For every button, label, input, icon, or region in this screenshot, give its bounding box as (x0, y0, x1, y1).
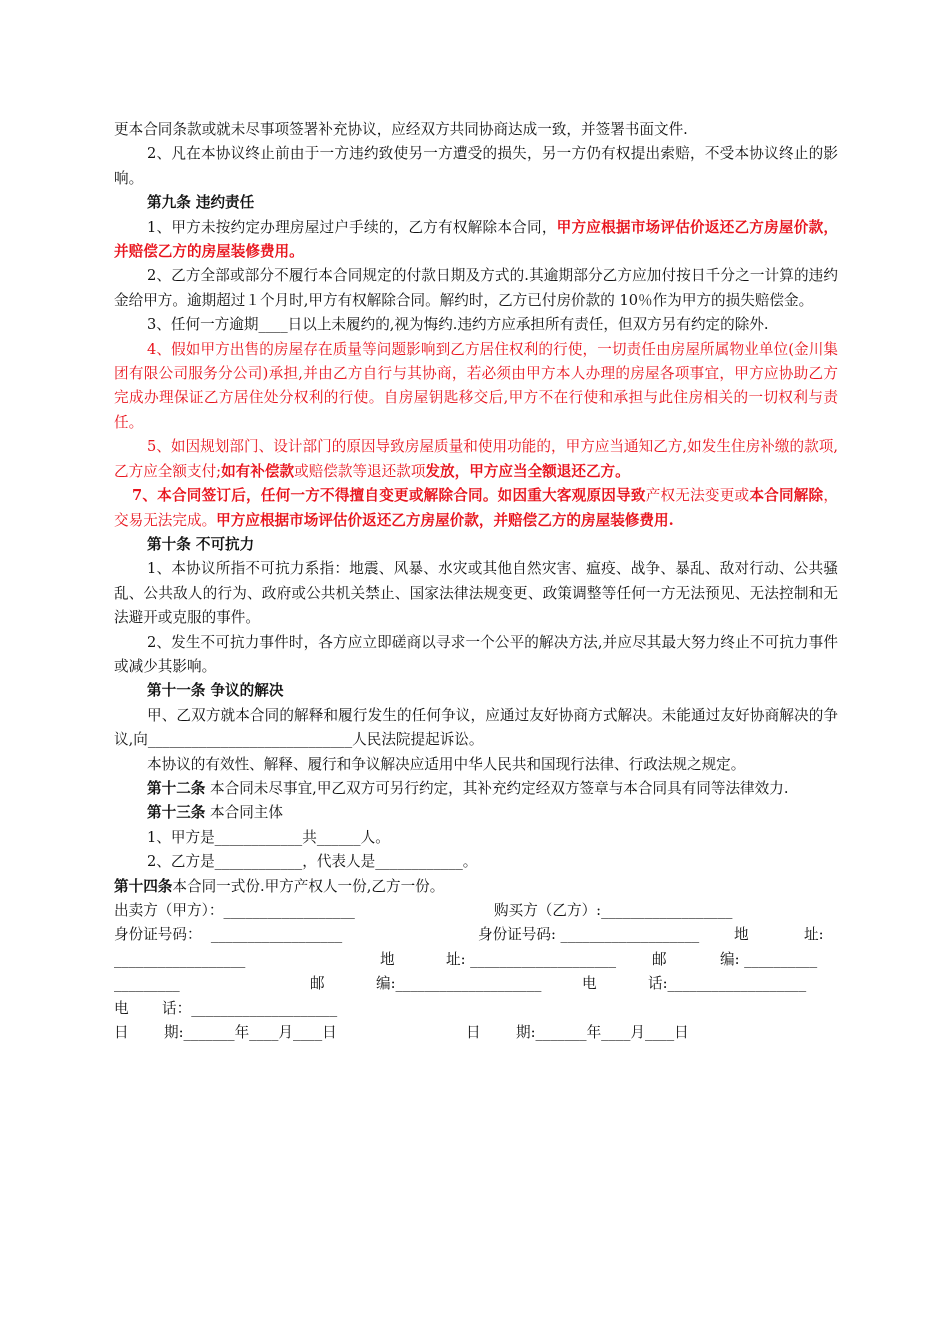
article-9-clause-1 (114, 216, 838, 265)
article-14-label: 第十四条 (114, 877, 173, 895)
date2-field[interactable]: 期:_______年____月____日 (516, 1023, 689, 1041)
article-11-clause-2: 本协议的有效性、解释、履行和争议解决应适用中华人民共和国现行法律、行政法规之规定。 (147, 755, 746, 773)
article-9-clause-7-bold-b: 本合同解除 (749, 487, 824, 505)
buyer-field[interactable]: 购买方（乙方）:__________________ (494, 902, 733, 919)
buyer-address-label-b: 址: (804, 926, 824, 944)
article-14 (114, 875, 838, 899)
article-9-clause-5-text-b: 或赔偿款等退还款项 (294, 462, 426, 480)
signature-row-address (114, 948, 838, 972)
signature-row-postal (114, 972, 838, 996)
buyer-address-label-a: 地 (734, 926, 749, 944)
article-13-label: 第十三条 (147, 804, 206, 822)
seller-address-label: 地 (380, 950, 395, 968)
article-9-title: 第九条 违约责任 (147, 194, 255, 212)
article-13 (114, 801, 838, 825)
article-11-title: 第十一条 争议的解决 (147, 682, 284, 700)
article-12-text: 本合同未尽事宜,甲乙双方可另行约定，其补充约定经双方签章与本合同具有同等法律效力. (205, 779, 789, 797)
phone2-field[interactable]: 话：____________________ (162, 999, 338, 1017)
article-9-clause-1-text: 1、甲方未按约定办理房屋过户手续的，乙方有权解除本合同， (147, 218, 557, 236)
article-13-text: 本合同主体 (205, 804, 283, 822)
signature-row-id (114, 923, 838, 947)
article-12 (114, 777, 838, 801)
postal-label: 邮 (652, 950, 667, 968)
article-9-clause-5-bold-b: 发放，甲方应当全额退还乙方。 (425, 462, 630, 480)
date1-label: 日 (114, 1023, 129, 1041)
signature-row-date (114, 1021, 838, 1045)
buyer-id-field[interactable]: 身份证号码: ___________________ (478, 926, 700, 944)
seller-id-field[interactable]: 身份证号码： __________________ (114, 926, 343, 944)
article-10-clause-1: 1、本协议所指不可抗力系指：地震、风暴、水灾或其他自然灾害、瘟疫、战争、暴乱、敌对行动、公共骚乱、公共敌人的行为、政府或公共机关禁止、国家法律法规变更、政策调整等任何一方无法预见、无法控制和无法避开或克服的事件。 (114, 560, 838, 627)
article-9-clause-7-bold-c: 甲方应根据市场评估价返还乙方房屋价款，并赔偿乙方的房屋装修费用. (216, 511, 674, 529)
seller-field[interactable]: 出卖方（甲方）：__________________ (114, 902, 355, 919)
article-9-clause-7-bold-a: 7、本合同签订后，任何一方不得擅自变更或解除合同。如因重大客观原因导致 (132, 487, 646, 505)
buyer-address-field[interactable]: __________________ (114, 950, 246, 968)
postal2-field[interactable]: 编:____________________ (376, 975, 542, 993)
article-13-clause-1: 1、甲方是____________共______人。 (147, 828, 390, 846)
article-9-clause-4: 4、假如甲方出售的房屋存在质量等问题影响到乙方居住权利的行使，一切责任由房屋所属物业单位(金川集团有限公司服务分公司)承担,并由乙方自行与其协商，若必须由甲方本人办理的房屋各项事宜，甲方应协助乙方完成办理保证乙方居住处分权利的行使。自房屋钥匙移交后,甲方不在行使和承担与此住房相关的一切权利与责任。 (114, 340, 838, 431)
article-9-clause-5 (114, 435, 838, 484)
date2-label: 日 (466, 1023, 481, 1041)
article-9-clause-1-emphasis: 甲方应根据市场评估价返还乙方房屋价款，并赔偿乙方的房屋装修费用。 (114, 218, 838, 261)
postal-field[interactable]: 编: __________ (720, 950, 818, 968)
contract-page (114, 118, 838, 1045)
article-10-title: 第十条 不可抗力 (147, 535, 255, 553)
signature-row-phone (114, 997, 838, 1021)
date1-field[interactable]: 期:_______年____月____日 (164, 1023, 337, 1041)
article-13-clause-2: 2、乙方是____________，代表人是____________。 (147, 853, 478, 871)
article-9-clause-7 (114, 484, 838, 533)
phone-label: 电 (582, 975, 597, 993)
article-9-clause-7-text-a: 产权无法变更或 (645, 487, 750, 505)
article-12-label: 第十二条 (147, 779, 206, 797)
article-9-clause-5-text: 5、如因规划部门、设计部门的原因导致房屋质量和使用功能的，甲方应当通知乙方,如发生住房补缴的款项,乙方应全额支付; (114, 438, 838, 480)
seller-address-field[interactable]: 址: ____________________ (446, 950, 617, 968)
article-9-clause-3: 3、任何一方逾期____日以上未履约的,视为悔约.违约方应承担所有责任，但双方另有约定的除外. (147, 316, 769, 334)
postal-field-continued[interactable]: _________ (114, 975, 180, 993)
signature-row-parties (114, 899, 838, 923)
article-9-clause-2: 2、乙方全部或部分不履行本合同规定的付款日期及方式的.其逾期部分乙方应加付按日千分之一计算的违约金给甲方。逾期超过１个月时,甲方有权解除合同。解约时，乙方已付房价款的 10％作为甲方的损失赔偿金。 (114, 267, 838, 309)
article-8-clause-2: 2、凡在本协议终止前由于一方违约致使另一方遭受的损失，另一方仍有权提出索赔，不受本协议终止的影响。 (114, 145, 838, 187)
article-9-clause-5-bold-a: 如有补偿款 (221, 462, 295, 480)
article-10-clause-2: 2、发生不可抗力事件时，各方应立即磋商以寻求一个公平的解决方法,并应尽其最大努力终止不可抗力事件或减少其影响。 (114, 633, 838, 675)
phone2-label: 电 (114, 999, 129, 1017)
article-9-clause-7-text-b: ，交易无法完成。 (114, 487, 838, 529)
postal2-label: 邮 (310, 975, 325, 993)
phone-field[interactable]: 话:___________________ (648, 975, 807, 993)
intro-paragraph: 更本合同条款或就未尽事项签署补充协议，应经双方共同协商达成一致，并签署书面文件. (114, 121, 688, 138)
article-11-clause-1: 甲、乙双方就本合同的解释和履行发生的任何争议，应通过友好协商方式解决。未能通过友好协商解决的争议,向____________________________人民法院提起诉讼。 (114, 706, 838, 749)
article-14-text: 本合同一式份.甲方产权人一份,乙方一份。 (172, 877, 445, 895)
